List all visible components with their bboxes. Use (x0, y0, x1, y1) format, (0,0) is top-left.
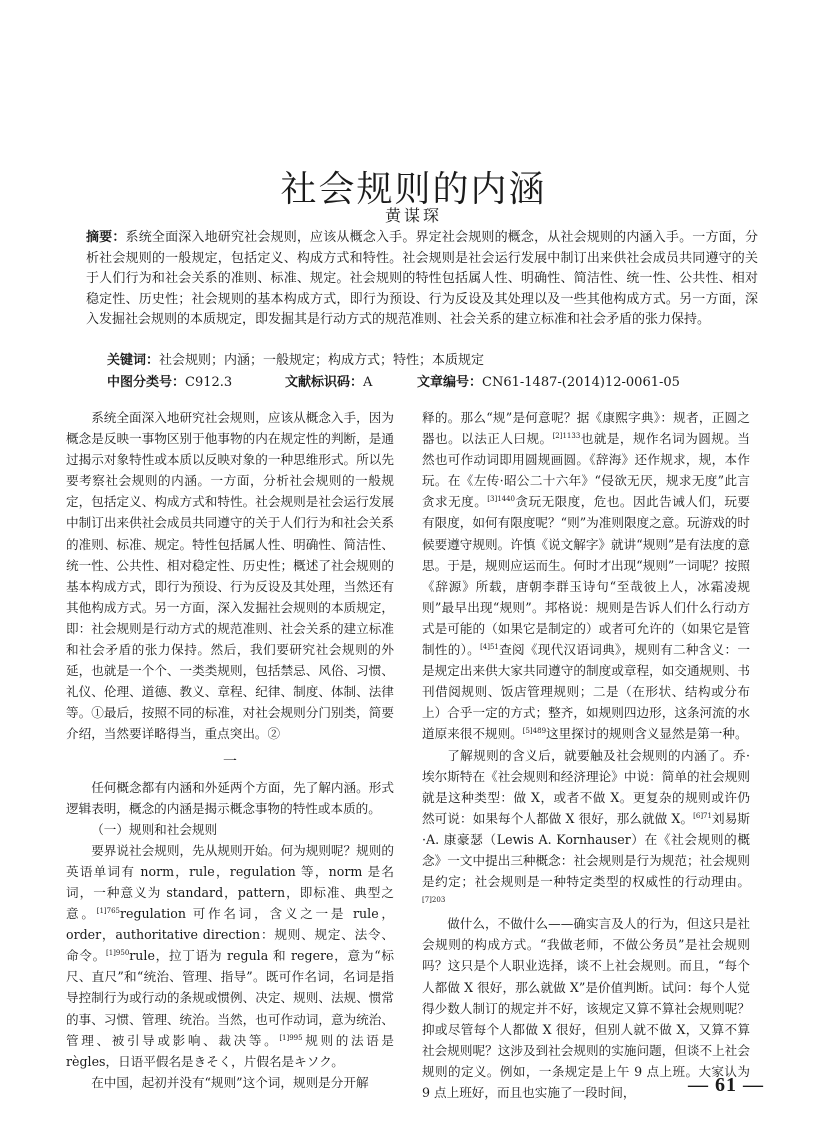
citation-ref: [6]71 (693, 811, 712, 820)
body-paragraph: 要界说社会规则，先从规则开始。何为规则呢？规则的英语单词有 norm，rule，regulation 等，norm 是名词，一种意义为 standard，pattern，即标准、典型之意。$^{[1]765}$regulation 可作名词，含义之一是 rule，order，authoritative direction：规则、规定、法令、命令。$^{[1]950}$rule，拉丁语为 regula 和 regere，意为“标尺、直尺”和“统治、管理、指导”。既可作名词，名词是指导控制行为或行动的条规或惯例、决定、规则、法规、惯常的事、习惯、管理、统治。当然，也可作动词，意为统治、管理、被引导或影响、裁决等。$^{[1]995}$规则的法语是 règles，日语平假名是きそく，片假名是キソク。 (66, 842, 395, 1069)
section-number: 一 (223, 753, 237, 770)
citation-ref: [4]51 (480, 642, 499, 651)
article-author: 黄谋琛 (384, 206, 442, 225)
citation-ref: [5]489 (522, 727, 547, 736)
body-paragraph: 了解规则的含义后，就要触及社会规则的内涵了。乔·埃尔斯特在《社会规则和经济理论》中说：简单的社会规则就是这种类型：做 X，或者不做 X。更复杂的规则或许仍然可说：如果每个人都做 X 很好，那么就做 X。$^{[6]71}$刘易斯·A. 康豪瑟（Lewis A. Kornhauser）在《社会规则的概念》一文中提出三种概念：社会规则是行为规范；社会规则是约定；社会规则是一种特定类型的权威性的行动理由。$^{[7]203}$ (422, 747, 750, 904)
citation-ref: [7]203 (422, 895, 446, 904)
citation-ref: [1]995 (279, 1033, 303, 1042)
keywords-text: 社会规则；内涵；一般规定；构成方式；特性；本质规定 (159, 353, 485, 368)
document-code: 文献标识码：A (285, 375, 373, 390)
abstract-label: 摘要： (86, 230, 126, 245)
citation-ref: [1]765 (96, 906, 120, 915)
article-title: 社会规则的内涵 (280, 169, 547, 211)
citation-ref: [3]1440 (487, 495, 516, 504)
body-paragraph: 做什么，不做什么——确实言及人的行为，但这只是社会规则的构成方式。“我做老师，不做公务员”是社会规则吗？这只是个人职业选择，谈不上社会规则。而且，“每个人都做 X 很好，那么就做 X”是价值判断。试问：每个人觉得少数人制订的规定并不好，该规定又算不算社会规则呢？抑或尽管每个人都做 X 很好，但别人就不做 X，又算不算社会规则呢？这涉及到社会规则的实施问题，但谈不上社会规则的定义。例如，一条规定是上午 9 点上班。大家认为 9 点上班好，而且也实施了一段时间， (422, 916, 750, 1100)
body-paragraph: 释的。那么“规”是何意呢？据《康熙字典》：规者，正圆之器也。以法正人曰规。$^{[2]1133}$也就是，规作名词为圆规。当然也可作动词即用圆规画圆。《辞海》还作规求，规，本作玩。在《左传·昭公二十六年》“侵欲无厌，规求无度”此言贪求无度。$^{[3]1440}$贪玩无限度，危也。因此告诫人们，玩要有限度，如何有限度呢？“则”为准则限度之意。玩游戏的时候要遵守规则。许慎《说文解字》就讲“规则”是有法度的意思。于是，规则应运而生。何时才出现“规则”一词呢？按照《辞源》所载，唐朝李群玉诗句“至哉彼上人，冰霜凌规则”最早出现“规则”。邦格说：规则是告诉人们什么行动方式是可能的（如果它是制定的）或者可允许的（如果它是管制性的）。$^{[4]51}$查阅《现代汉语词典》，规则有二种含义：一是规定出来供大家共同遵守的制度或章程，如交通规则、书刊借阅规则、饭店管理规则；二是（在形状、结构或分布上）合乎一定的方式；整齐，如规则四边形，这条河流的水道原来很不规则。$^{[5]489}$这里探讨的规则含义显然是第一种。 (422, 410, 751, 742)
keywords-label: 关键词： (107, 353, 160, 368)
article-number: 文章编号：CN61-1487-(2014)12-0061-05 (417, 375, 680, 390)
keywords (107, 351, 747, 371)
body-paragraph: 任何概念都有内涵和外延两个方面，先了解内涵。形式逻辑表明，概念的内涵是揭示概念事物的特性或本质的。 (66, 779, 394, 816)
citation-ref: [1]950 (106, 949, 130, 958)
subsection-heading: （一）规则和社会规则 (91, 821, 218, 837)
body-left-column (66, 407, 394, 1093)
classification-line (107, 373, 747, 393)
body-paragraph: 系统全面深入地研究社会规则，应该从概念入手，因为概念是反映一事物区别于他事物的内在规定性的判断，是通过揭示对象特性或本质以反映对象的一种思维形式。所以先要考察社会规则的内涵。一方面，分析社会规则的一般规定，包括定义、构成方式和特性。社会规则是社会运行发展中制订出来供社会成员共同遵守的关于人们行为和社会关系的准则、标准、规定。特性包括属人性、明确性、简洁性、统一性、公共性、相对稳定性、历史性；概述了社会规则的基本构成方式，即行为预设、行为反设及其处理，当然还有其他构成方式。另一方面，深入发掘社会规则的本质规定，即：社会规则是行动方式的规范准则、社会关系的建立标准和社会矛盾的张力保持。然后，我们要研究社会规则的外延，也就是一个个、一类类规则，包括禁忌、风俗、习惯、礼仪、伦理、道德、教义、章程、纪律、制度、体制、法律等。①最后，按照不同的标准，对社会规则分门别类，简要介绍，当然要详略得当，重点突出。② (66, 410, 394, 742)
citation-ref: [2]1133 (552, 431, 581, 440)
abstract (86, 228, 758, 331)
page-number: — 61 — (688, 1074, 764, 1096)
clc-code: 中图分类号：C912.3 (107, 375, 233, 390)
abstract-text: 系统全面深入地研究社会规则，应该从概念入手。界定社会规则的概念，从社会规则的内涵入手。一方面，分析社会规则的一般规定，包括定义、构成方式和特性。社会规则是社会运行发展中制订出来供社会成员共同遵守的关于人们行为和社会关系的准则、标准、规定。社会规则的特性包括属人性、明确性、简洁性、统一性、公共性、相对稳定性、历史性；社会规则的基本构成方式，即行为预设、行为反设及其处理以及一些其他构成方式。另一方面，深入发掘社会规则的本质规定，即发掘其是行动方式的规范准则、社会关系的建立标准和社会矛盾的张力保持。 (86, 230, 758, 327)
body-paragraph: 在中国，起初并没有“规则”这个词，规则是分开解 (91, 1074, 369, 1090)
body-right-column (422, 407, 750, 1103)
